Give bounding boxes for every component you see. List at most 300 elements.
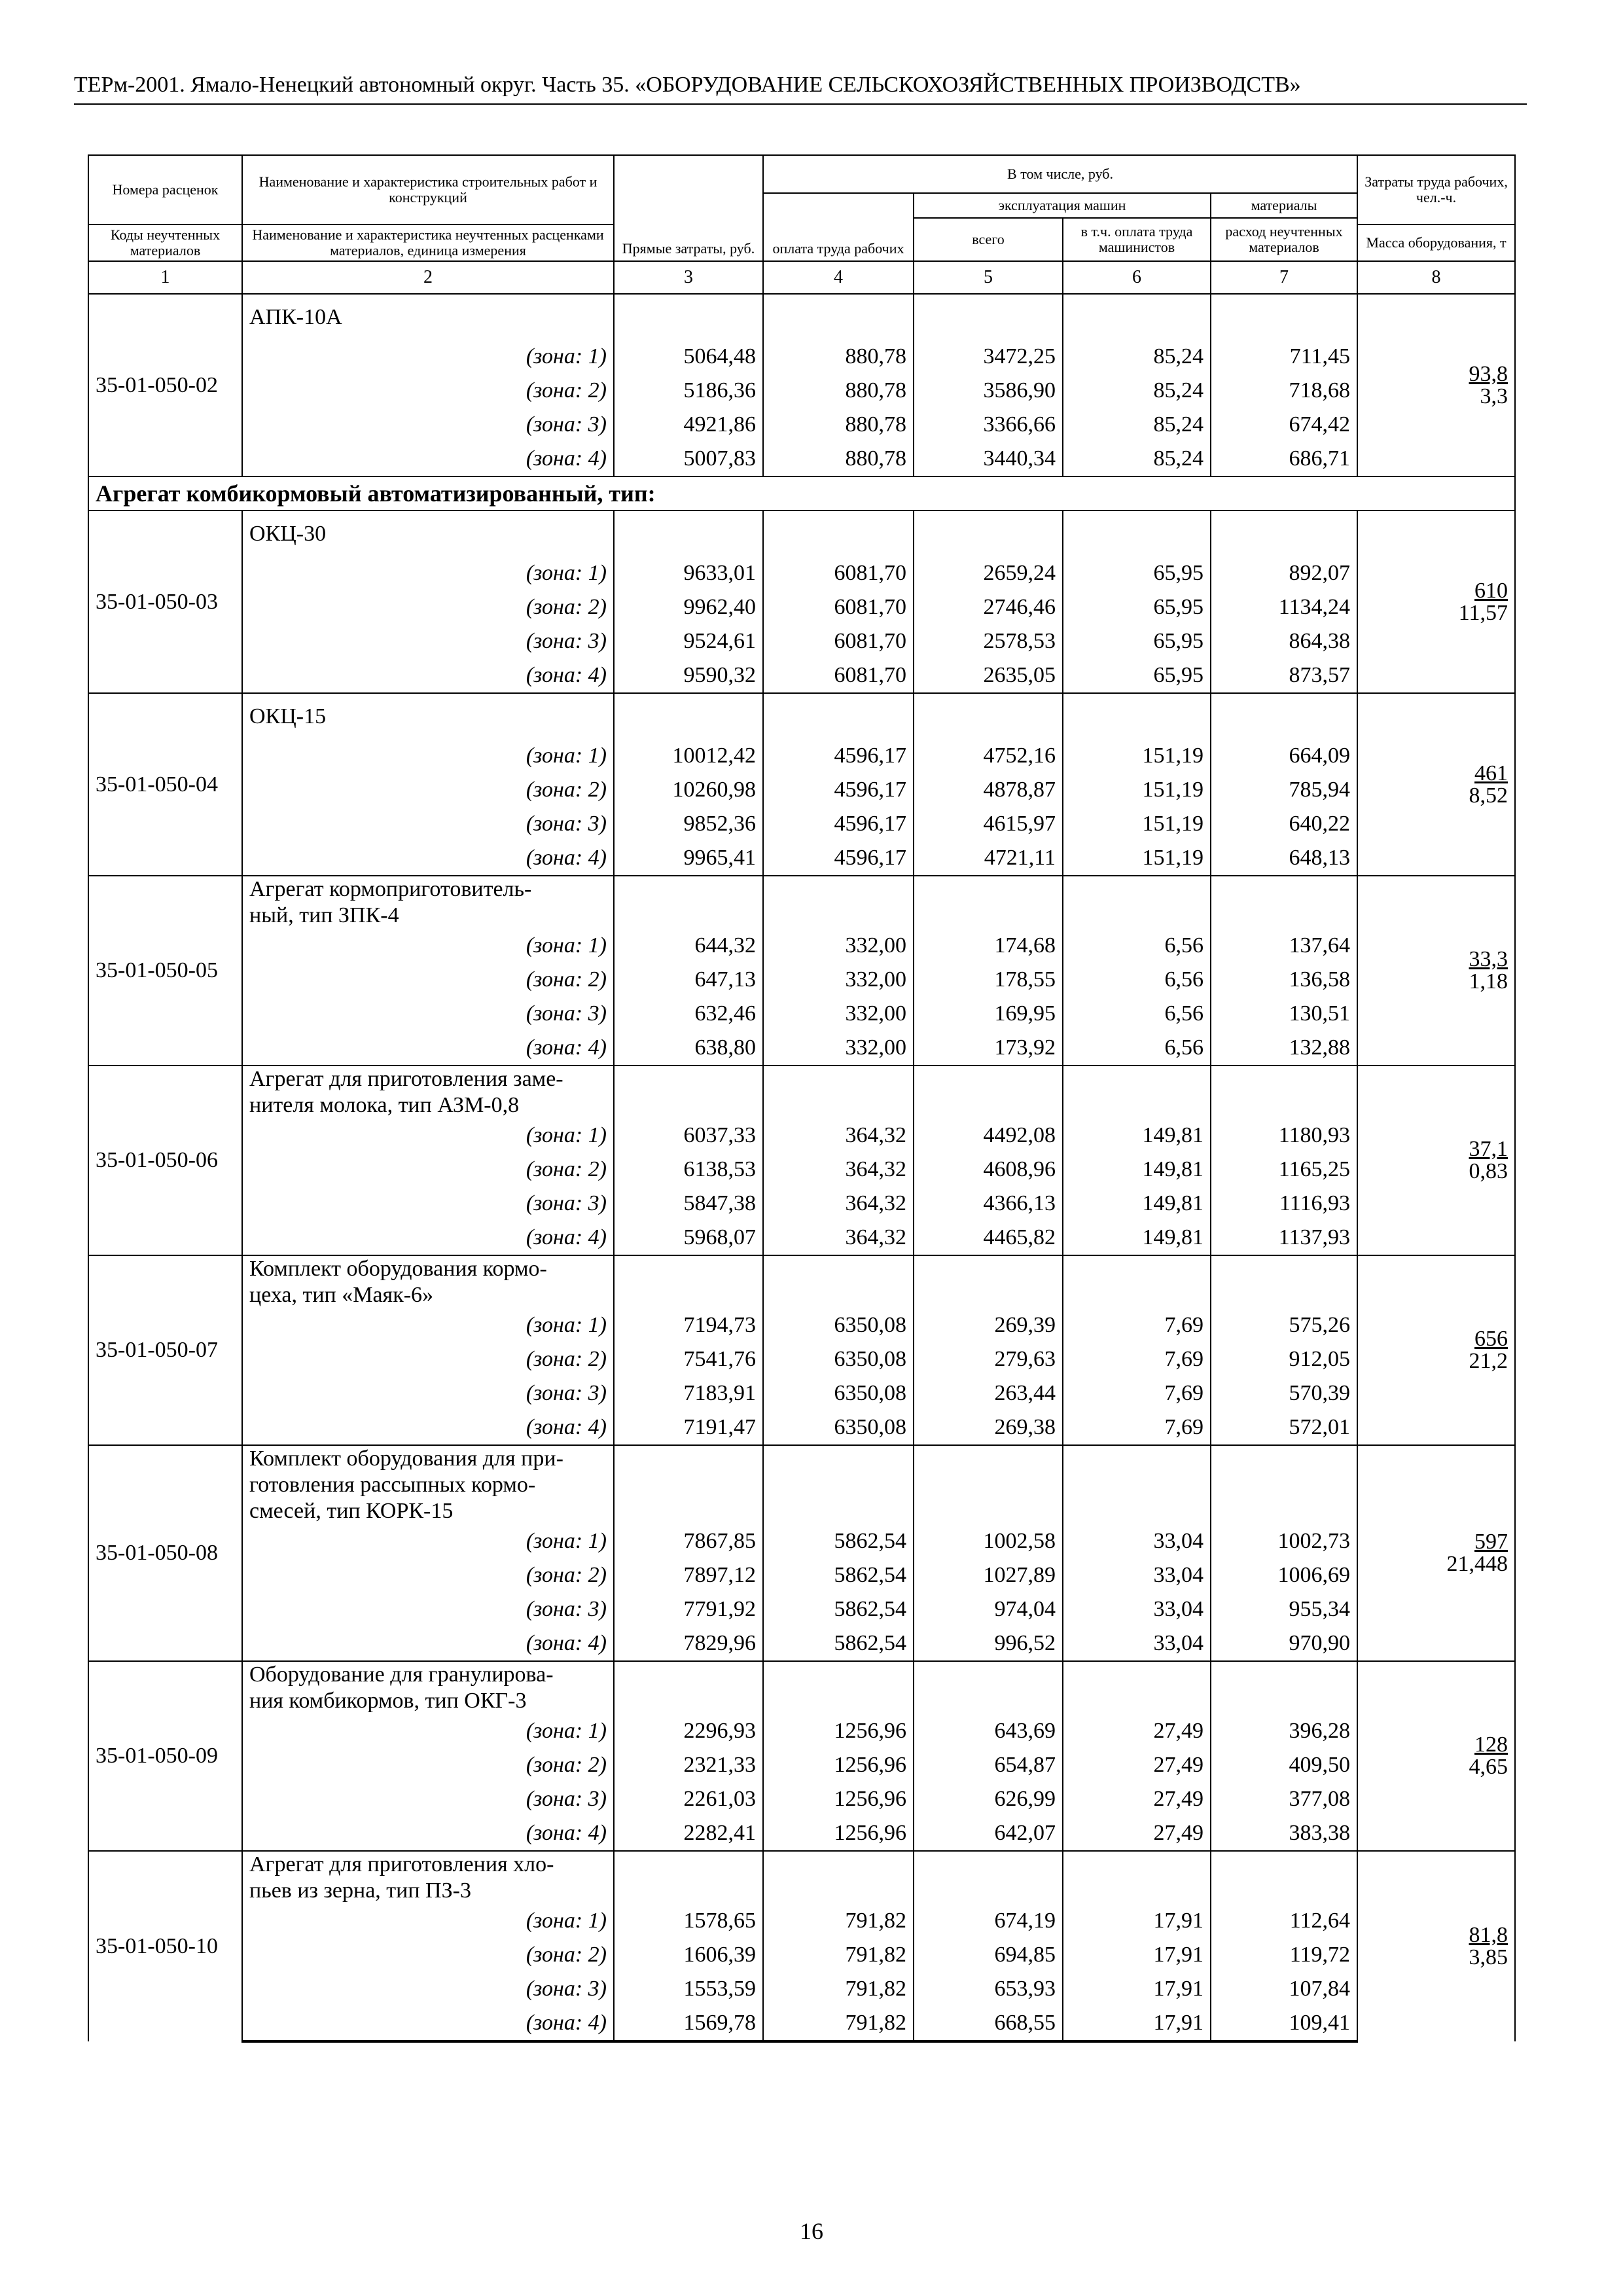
- zone-label: (зона: 3): [242, 1187, 614, 1221]
- header-name: Наименование и характеристика строительных работ и конструкций: [242, 155, 614, 224]
- empty-cell: [763, 1066, 914, 1119]
- labor-mass-fraction: [1357, 1255, 1515, 1445]
- drivers-wages: 65,95: [1063, 624, 1211, 658]
- direct-cost: 10260,98: [614, 773, 763, 807]
- wages: 364,32: [763, 1187, 914, 1221]
- zone-row: [88, 773, 1515, 807]
- drivers-wages: 6,56: [1063, 1031, 1211, 1066]
- empty-cell: [1211, 1661, 1357, 1714]
- direct-cost: 1578,65: [614, 1904, 763, 1938]
- materials: 383,38: [1211, 1816, 1357, 1851]
- empty-cell: [1063, 1661, 1211, 1714]
- zone-label: (зона: 3): [242, 624, 614, 658]
- empty-cell: [763, 1851, 914, 1904]
- machines-total: 2578,53: [914, 624, 1063, 658]
- work-name-line: Комплект оборудования для при-: [249, 1446, 563, 1471]
- empty-cell: [1211, 693, 1357, 739]
- direct-cost: 9962,40: [614, 590, 763, 624]
- wages: 5862,54: [763, 1592, 914, 1626]
- zone-label: (зона: 3): [242, 1592, 614, 1626]
- rate-code: 35-01-050-09: [88, 1661, 242, 1851]
- machines-total: 279,63: [914, 1342, 1063, 1376]
- machines-total: 1027,89: [914, 1558, 1063, 1592]
- running-header: ТЕРм-2001. Ямало-Ненецкий автономный округ. Часть 35. «ОБОРУДОВАНИЕ СЕЛЬСКОХОЗЯЙСТВЕННЫХ ПРОИЗВОДСТВ»: [74, 73, 1301, 97]
- materials: 112,64: [1211, 1904, 1357, 1938]
- wages: 5862,54: [763, 1558, 914, 1592]
- drivers-wages: 149,81: [1063, 1153, 1211, 1187]
- materials: 711,45: [1211, 340, 1357, 374]
- labor-mass-fraction: [1357, 1445, 1515, 1661]
- work-name-line: ОКЦ-15: [249, 704, 327, 728]
- machines-total: 674,19: [914, 1904, 1063, 1938]
- materials: 648,13: [1211, 841, 1357, 876]
- rate-code: 35-01-050-02: [88, 294, 242, 476]
- materials: 572,01: [1211, 1410, 1357, 1445]
- direct-cost: 7791,92: [614, 1592, 763, 1626]
- wages: 791,82: [763, 1972, 914, 2006]
- zone-row: [88, 1153, 1515, 1187]
- wages: 332,00: [763, 929, 914, 963]
- zone-row: [88, 1221, 1515, 1255]
- materials: 409,50: [1211, 1748, 1357, 1782]
- wages: 880,78: [763, 340, 914, 374]
- direct-cost: 7829,96: [614, 1626, 763, 1661]
- work-name-line: АПК-10А: [249, 304, 342, 329]
- materials: 674,42: [1211, 408, 1357, 442]
- machines-total: 996,52: [914, 1626, 1063, 1661]
- column-number: 7: [1211, 261, 1357, 294]
- work-name-line: ния комбикормов, тип ОКГ-3: [249, 1689, 527, 1713]
- drivers-wages: 151,19: [1063, 841, 1211, 876]
- direct-cost: 644,32: [614, 929, 763, 963]
- drivers-wages: 17,91: [1063, 1938, 1211, 1972]
- empty-cell: [763, 294, 914, 340]
- empty-cell: [1211, 511, 1357, 556]
- empty-cell: [763, 511, 914, 556]
- empty-cell: [1063, 1445, 1211, 1524]
- header-labor: Затраты труда рабочих, чел.-ч.: [1357, 155, 1515, 224]
- materials: 1002,73: [1211, 1524, 1357, 1558]
- zone-row: [88, 1031, 1515, 1066]
- empty-cell: [614, 1066, 763, 1119]
- zone-row: [88, 929, 1515, 963]
- drivers-wages: 65,95: [1063, 590, 1211, 624]
- drivers-wages: 151,19: [1063, 739, 1211, 773]
- materials: 1134,24: [1211, 590, 1357, 624]
- drivers-wages: 6,56: [1063, 929, 1211, 963]
- direct-cost: 638,80: [614, 1031, 763, 1066]
- direct-cost: 5007,83: [614, 442, 763, 476]
- materials: 396,28: [1211, 1714, 1357, 1748]
- machines-total: 1002,58: [914, 1524, 1063, 1558]
- materials: 955,34: [1211, 1592, 1357, 1626]
- empty-cell: [1063, 294, 1211, 340]
- work-name-line: Оборудование для гранулирова-: [249, 1662, 554, 1687]
- drivers-wages: 33,04: [1063, 1626, 1211, 1661]
- direct-cost: 647,13: [614, 963, 763, 997]
- work-name-line: Агрегат кормоприготовитель-: [249, 877, 532, 901]
- machines-total: 263,44: [914, 1376, 1063, 1410]
- work-name: [242, 1445, 614, 1524]
- mass-value: 0,83: [1469, 1159, 1508, 1183]
- work-name-line: ный, тип ЗПК-4: [249, 903, 399, 927]
- wages: 6081,70: [763, 624, 914, 658]
- wages: 332,00: [763, 1031, 914, 1066]
- direct-cost: 4921,86: [614, 408, 763, 442]
- empty-cell: [1063, 1255, 1211, 1308]
- materials: 718,68: [1211, 374, 1357, 408]
- zone-row: [88, 1748, 1515, 1782]
- work-name-line: ОКЦ-30: [249, 521, 327, 546]
- direct-cost: 9965,41: [614, 841, 763, 876]
- wages: 5862,54: [763, 1524, 914, 1558]
- direct-cost: 2282,41: [614, 1816, 763, 1851]
- drivers-wages: 6,56: [1063, 997, 1211, 1031]
- work-name-line: готовления рассыпных кормо-: [249, 1473, 536, 1497]
- direct-cost: 2296,93: [614, 1714, 763, 1748]
- zone-label: (зона: 3): [242, 807, 614, 841]
- header-rate-number: Номера расценок: [88, 155, 242, 224]
- direct-cost: 9852,36: [614, 807, 763, 841]
- labor-value: 610: [1474, 578, 1508, 603]
- rate-code: 35-01-050-10: [88, 1851, 242, 2041]
- rate-code: 35-01-050-03: [88, 511, 242, 693]
- zone-row: [88, 1558, 1515, 1592]
- wages: 4596,17: [763, 739, 914, 773]
- empty-cell: [1063, 1066, 1211, 1119]
- zone-label: (зона: 2): [242, 1748, 614, 1782]
- drivers-wages: 149,81: [1063, 1119, 1211, 1153]
- empty-cell: [1211, 876, 1357, 929]
- empty-cell: [614, 1661, 763, 1714]
- drivers-wages: 17,91: [1063, 1972, 1211, 2006]
- zone-label: (зона: 2): [242, 963, 614, 997]
- direct-cost: 9633,01: [614, 556, 763, 590]
- zone-row: [88, 1592, 1515, 1626]
- zone-label: (зона: 2): [242, 1558, 614, 1592]
- zone-label: (зона: 1): [242, 1308, 614, 1342]
- group-title: Агрегат комбикормовый автоматизированный, тип:: [88, 476, 1515, 511]
- work-name-line: Агрегат для приготовления заме-: [249, 1067, 563, 1091]
- labor-value: 93,8: [1469, 361, 1508, 386]
- machines-total: 4752,16: [914, 739, 1063, 773]
- labor-mass-fraction: [1357, 294, 1515, 476]
- zone-row: [88, 1816, 1515, 1851]
- group-row: [88, 476, 1515, 511]
- price-row: [88, 1255, 1515, 1308]
- work-name: [242, 1851, 614, 1904]
- mass-value: 1,18: [1469, 969, 1508, 994]
- wages: 1256,96: [763, 1748, 914, 1782]
- header-mass: Масса оборудования, т: [1357, 224, 1515, 261]
- mass-value: 8,52: [1469, 783, 1508, 808]
- direct-cost: 1569,78: [614, 2006, 763, 2041]
- drivers-wages: 27,49: [1063, 1782, 1211, 1816]
- drivers-wages: 7,69: [1063, 1376, 1211, 1410]
- direct-cost: 632,46: [614, 997, 763, 1031]
- drivers-wages: 27,49: [1063, 1816, 1211, 1851]
- zone-label: (зона: 4): [242, 1626, 614, 1661]
- column-number: 3: [614, 261, 763, 294]
- header-materials: материалы: [1211, 193, 1357, 218]
- materials: 575,26: [1211, 1308, 1357, 1342]
- empty-cell: [763, 1445, 914, 1524]
- rate-code: 35-01-050-08: [88, 1445, 242, 1661]
- zone-row: [88, 807, 1515, 841]
- machines-total: 694,85: [914, 1938, 1063, 1972]
- wages: 791,82: [763, 1904, 914, 1938]
- direct-cost: 1606,39: [614, 1938, 763, 1972]
- wages: 332,00: [763, 997, 914, 1031]
- zone-label: (зона: 3): [242, 997, 614, 1031]
- zone-row: [88, 997, 1515, 1031]
- materials: 1116,93: [1211, 1187, 1357, 1221]
- labor-value: 461: [1474, 761, 1508, 785]
- wages: 4596,17: [763, 773, 914, 807]
- drivers-wages: 85,24: [1063, 374, 1211, 408]
- wages: 364,32: [763, 1221, 914, 1255]
- machines-total: 269,39: [914, 1308, 1063, 1342]
- wages: 791,82: [763, 2006, 914, 2041]
- zone-label: (зона: 1): [242, 1714, 614, 1748]
- zone-label: (зона: 4): [242, 1410, 614, 1445]
- zone-label: (зона: 3): [242, 1782, 614, 1816]
- empty-cell: [914, 1851, 1063, 1904]
- wages: 364,32: [763, 1153, 914, 1187]
- empty-cell: [1063, 876, 1211, 929]
- empty-cell: [1211, 1255, 1357, 1308]
- empty-cell: [763, 876, 914, 929]
- machines-total: 3366,66: [914, 408, 1063, 442]
- machines-total: 668,55: [914, 2006, 1063, 2041]
- materials: 864,38: [1211, 624, 1357, 658]
- machines-total: 174,68: [914, 929, 1063, 963]
- direct-cost: 5968,07: [614, 1221, 763, 1255]
- zone-row: [88, 408, 1515, 442]
- empty-cell: [1211, 1851, 1357, 1904]
- header-drivers-wages: в т.ч. оплата труда машинистов: [1063, 218, 1211, 261]
- materials: 130,51: [1211, 997, 1357, 1031]
- drivers-wages: 33,04: [1063, 1524, 1211, 1558]
- wages: 6081,70: [763, 658, 914, 693]
- header-total: всего: [914, 218, 1063, 261]
- materials: 970,90: [1211, 1626, 1357, 1661]
- price-row: [88, 876, 1515, 929]
- price-row: [88, 294, 1515, 340]
- zone-row: [88, 624, 1515, 658]
- empty-cell: [914, 693, 1063, 739]
- empty-cell: [914, 1661, 1063, 1714]
- drivers-wages: 151,19: [1063, 807, 1211, 841]
- wages: 332,00: [763, 963, 914, 997]
- rates-table: [88, 154, 1516, 2043]
- wages: 6350,08: [763, 1376, 914, 1410]
- machines-total: 4878,87: [914, 773, 1063, 807]
- work-name: [242, 1066, 614, 1119]
- rate-code: 35-01-050-06: [88, 1066, 242, 1255]
- materials: 132,88: [1211, 1031, 1357, 1066]
- empty-cell: [1211, 1445, 1357, 1524]
- zone-row: [88, 739, 1515, 773]
- drivers-wages: 27,49: [1063, 1748, 1211, 1782]
- wages: 5862,54: [763, 1626, 914, 1661]
- empty-cell: [914, 511, 1063, 556]
- rate-code: 35-01-050-05: [88, 876, 242, 1066]
- machines-total: 653,93: [914, 1972, 1063, 2006]
- drivers-wages: 151,19: [1063, 773, 1211, 807]
- header-wages: оплата труда рабочих: [763, 193, 914, 261]
- work-name: [242, 294, 614, 340]
- zone-row: [88, 1626, 1515, 1661]
- drivers-wages: 33,04: [1063, 1592, 1211, 1626]
- materials: 1165,25: [1211, 1153, 1357, 1187]
- zone-row: [88, 1119, 1515, 1153]
- machines-total: 4366,13: [914, 1187, 1063, 1221]
- wages: 6350,08: [763, 1410, 914, 1445]
- machines-total: 173,92: [914, 1031, 1063, 1066]
- zone-label: (зона: 4): [242, 841, 614, 876]
- drivers-wages: 65,95: [1063, 658, 1211, 693]
- empty-cell: [1063, 1851, 1211, 1904]
- zone-label: (зона: 2): [242, 1342, 614, 1376]
- empty-cell: [614, 1851, 763, 1904]
- direct-cost: 7191,47: [614, 1410, 763, 1445]
- drivers-wages: 65,95: [1063, 556, 1211, 590]
- empty-cell: [1063, 511, 1211, 556]
- empty-cell: [1063, 693, 1211, 739]
- work-name-line: нителя молока, тип АЗМ-0,8: [249, 1093, 520, 1117]
- column-number: 6: [1063, 261, 1211, 294]
- wages: 1256,96: [763, 1782, 914, 1816]
- zone-label: (зона: 1): [242, 929, 614, 963]
- labor-mass-fraction: [1357, 1066, 1515, 1255]
- empty-cell: [914, 1445, 1063, 1524]
- materials: 109,41: [1211, 2006, 1357, 2041]
- drivers-wages: 17,91: [1063, 2006, 1211, 2041]
- empty-cell: [763, 1255, 914, 1308]
- zone-label: (зона: 1): [242, 1119, 614, 1153]
- zone-label: (зона: 2): [242, 374, 614, 408]
- direct-cost: 7867,85: [614, 1524, 763, 1558]
- materials: 640,22: [1211, 807, 1357, 841]
- drivers-wages: 85,24: [1063, 442, 1211, 476]
- empty-cell: [914, 1255, 1063, 1308]
- work-name-line: Комплект оборудования кормо-: [249, 1257, 547, 1281]
- zone-label: (зона: 4): [242, 1031, 614, 1066]
- machines-total: 3440,34: [914, 442, 1063, 476]
- machines-total: 4721,11: [914, 841, 1063, 876]
- direct-cost: 7183,91: [614, 1376, 763, 1410]
- machines-total: 642,07: [914, 1816, 1063, 1851]
- zone-row: [88, 963, 1515, 997]
- machines-total: 269,38: [914, 1410, 1063, 1445]
- work-name-line: смесей, тип КОРК-15: [249, 1499, 454, 1523]
- zone-row: [88, 442, 1515, 476]
- zone-row: [88, 1938, 1515, 1972]
- zone-label: (зона: 1): [242, 739, 614, 773]
- work-name: [242, 876, 614, 929]
- empty-cell: [614, 294, 763, 340]
- direct-cost: 10012,42: [614, 739, 763, 773]
- zone-label: (зона: 1): [242, 556, 614, 590]
- work-name-line: пьев из зерна, тип ПЗ-3: [249, 1878, 471, 1903]
- labor-value: 37,1: [1469, 1137, 1508, 1161]
- machines-total: 974,04: [914, 1592, 1063, 1626]
- machines-total: 626,99: [914, 1782, 1063, 1816]
- materials: 1180,93: [1211, 1119, 1357, 1153]
- wages: 4596,17: [763, 807, 914, 841]
- zone-row: [88, 1904, 1515, 1938]
- table-body: [88, 294, 1515, 2041]
- labor-mass-fraction: [1357, 1851, 1515, 2041]
- work-name-line: цеха, тип «Маяк-6»: [249, 1283, 434, 1307]
- materials: 107,84: [1211, 1972, 1357, 2006]
- materials: 664,09: [1211, 739, 1357, 773]
- materials: 137,64: [1211, 929, 1357, 963]
- column-number: 8: [1357, 261, 1515, 294]
- empty-cell: [763, 1661, 914, 1714]
- materials: 686,71: [1211, 442, 1357, 476]
- direct-cost: 6037,33: [614, 1119, 763, 1153]
- mass-value: 11,57: [1458, 600, 1508, 625]
- zone-label: (зона: 3): [242, 408, 614, 442]
- machines-total: 178,55: [914, 963, 1063, 997]
- wages: 4596,17: [763, 841, 914, 876]
- work-name-line: Агрегат для приготовления хло-: [249, 1852, 554, 1876]
- work-name: [242, 1661, 614, 1714]
- price-row: [88, 1661, 1515, 1714]
- drivers-wages: 149,81: [1063, 1187, 1211, 1221]
- direct-cost: 9590,32: [614, 658, 763, 693]
- rate-code: 35-01-050-04: [88, 693, 242, 876]
- drivers-wages: 85,24: [1063, 408, 1211, 442]
- zone-label: (зона: 2): [242, 773, 614, 807]
- wages: 6081,70: [763, 556, 914, 590]
- labor-value: 597: [1474, 1530, 1508, 1554]
- zone-label: (зона: 4): [242, 1221, 614, 1255]
- wages: 6350,08: [763, 1342, 914, 1376]
- machines-total: 3586,90: [914, 374, 1063, 408]
- zone-label: (зона: 4): [242, 2006, 614, 2041]
- zone-label: (зона: 2): [242, 1153, 614, 1187]
- zone-label: (зона: 2): [242, 590, 614, 624]
- header-direct-costs: Прямые затраты, руб.: [614, 155, 763, 261]
- materials: 892,07: [1211, 556, 1357, 590]
- machines-total: 4492,08: [914, 1119, 1063, 1153]
- price-row: [88, 693, 1515, 739]
- price-row: [88, 1445, 1515, 1524]
- column-number: 5: [914, 261, 1063, 294]
- labor-mass-fraction: [1357, 511, 1515, 693]
- materials: 119,72: [1211, 1938, 1357, 1972]
- drivers-wages: 7,69: [1063, 1308, 1211, 1342]
- zone-row: [88, 1524, 1515, 1558]
- machines-total: 2746,46: [914, 590, 1063, 624]
- labor-mass-fraction: [1357, 1661, 1515, 1851]
- zone-label: (зона: 4): [242, 1816, 614, 1851]
- wages: 1256,96: [763, 1816, 914, 1851]
- materials: 136,58: [1211, 963, 1357, 997]
- machines-total: 4615,97: [914, 807, 1063, 841]
- wages: 1256,96: [763, 1714, 914, 1748]
- direct-cost: 2261,03: [614, 1782, 763, 1816]
- machines-total: 3472,25: [914, 340, 1063, 374]
- work-name: [242, 511, 614, 556]
- direct-cost: 7897,12: [614, 1558, 763, 1592]
- column-number: 4: [763, 261, 914, 294]
- materials: 912,05: [1211, 1342, 1357, 1376]
- empty-cell: [614, 1255, 763, 1308]
